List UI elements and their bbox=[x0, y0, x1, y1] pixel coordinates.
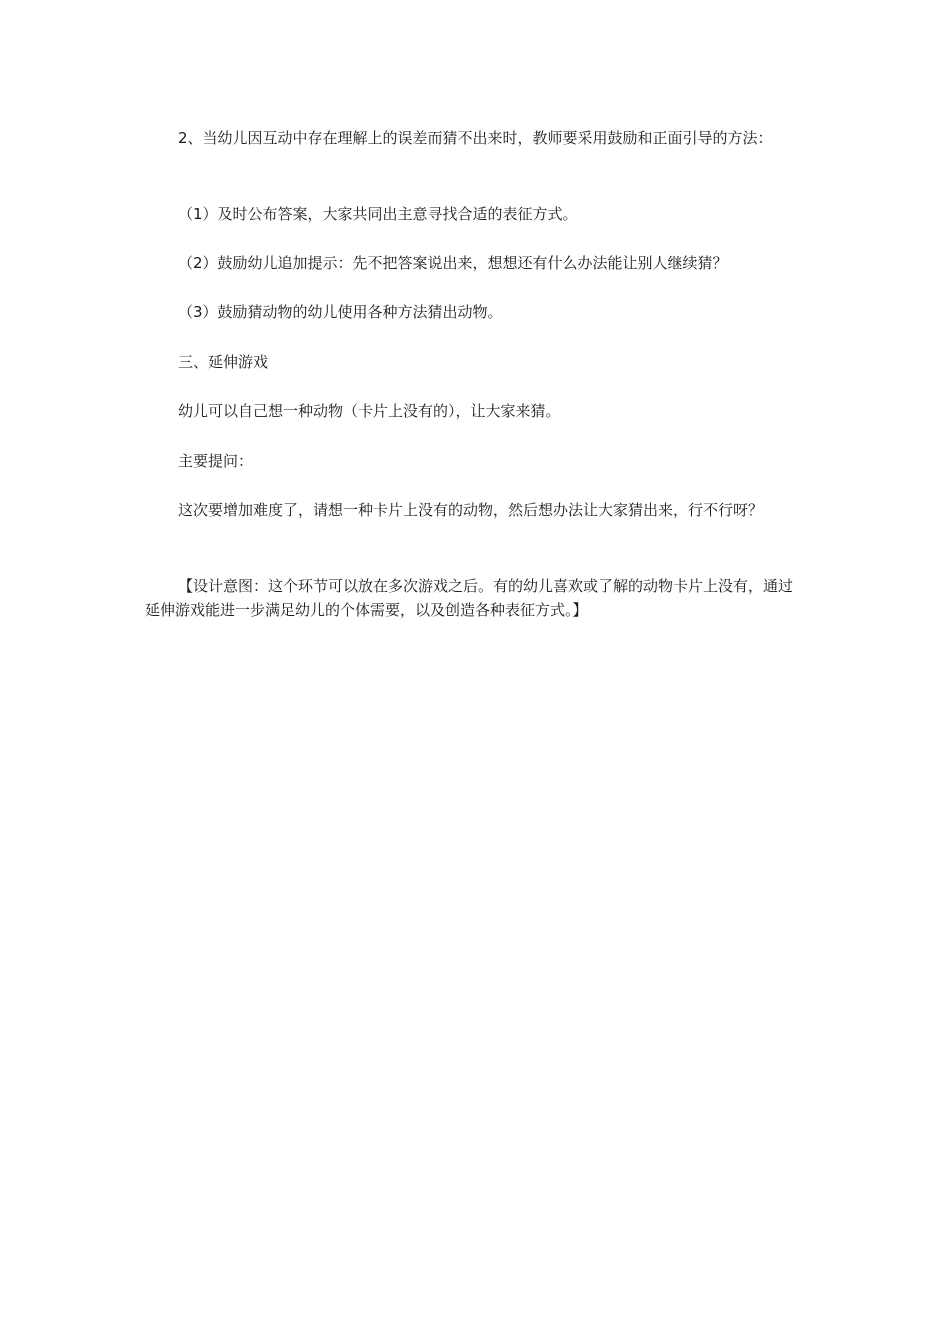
paragraph-main-question-label: 主要提问： bbox=[178, 452, 254, 470]
paragraph-item-3: （3）鼓励猜动物的幼儿使用各种方法猜出动物。 bbox=[178, 303, 503, 321]
paragraph-design-intent: 【设计意图：这个环节可以放在多次游戏之后。有的幼儿喜欢或了解的动物卡片上没有，通过延伸游戏能进一步满足幼儿的个体需要，以及创造各种表征方式。】 bbox=[145, 577, 794, 619]
paragraph-extension-desc: 幼儿可以自己想一种动物（卡片上没有的），让大家来猜。 bbox=[178, 402, 561, 420]
paragraph-item-2: （2）鼓励幼儿追加提示：先不把答案说出来，想想还有什么办法能让别人继续猜？ bbox=[178, 254, 728, 272]
paragraph-main-question: 这次要增加难度了，请想一种卡片上没有的动物，然后想办法让大家猜出来，行不行呀？ bbox=[178, 501, 764, 519]
paragraph-guidance-intro: 2、当幼儿因互动中存在理解上的误差而猜不出来时，教师要采用鼓励和正面引导的方法： bbox=[178, 129, 773, 147]
section-heading-extension-game: 三、延伸游戏 bbox=[178, 353, 269, 371]
paragraph-item-1: （1）及时公布答案，大家共同出主意寻找合适的表征方式。 bbox=[178, 205, 578, 223]
